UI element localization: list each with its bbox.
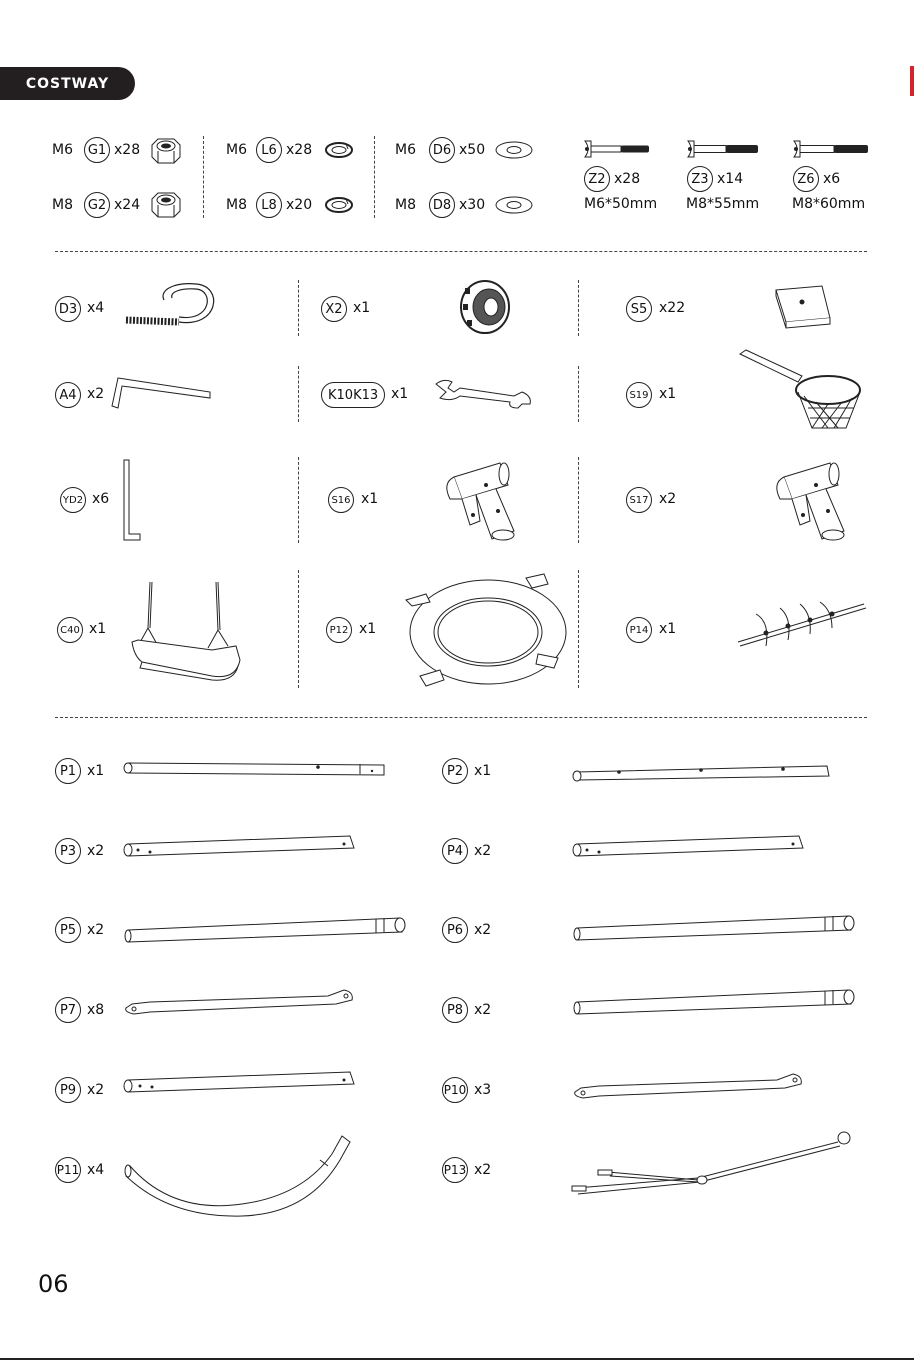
divider	[298, 570, 299, 688]
part-code-s19: S19	[626, 382, 652, 408]
part-code-d6: D6	[429, 137, 455, 163]
divider	[578, 280, 579, 336]
flat-washer-qty-d8: x30	[459, 197, 486, 213]
straight-tube-icon	[571, 762, 833, 782]
part-code-p1: P1	[55, 758, 81, 784]
bolt-dim-z6: M8*60mm	[792, 196, 866, 212]
lock-washer-size-m8: M8	[226, 197, 247, 213]
part-qty-c40: x1	[89, 621, 107, 637]
part-code-z2: Z2	[584, 166, 610, 192]
straight-tube-icon	[122, 834, 358, 860]
flat-washer-icon	[494, 195, 534, 215]
part-code-p7: P7	[55, 997, 81, 1023]
bolt-qty-z2: x28	[614, 171, 641, 187]
round-nut-icon	[455, 278, 515, 336]
brand-name: COSTWAY	[25, 75, 110, 92]
straight-tube-icon	[571, 910, 857, 942]
swing-seat-icon	[128, 580, 244, 684]
part-code-s5: S5	[626, 296, 652, 322]
part-code-a4: A4	[55, 382, 81, 408]
nut-qty-g2: x24	[114, 197, 141, 213]
divider	[298, 280, 299, 336]
part-code-k10k13: K10K13	[321, 382, 385, 408]
part-qty-k10k13: x1	[391, 386, 409, 402]
flat-washer-size-m8: M8	[395, 197, 416, 213]
lock-washer-qty-l6: x28	[286, 142, 313, 158]
bolt-qty-z3: x14	[717, 171, 744, 187]
pad-icon	[772, 282, 834, 332]
divider	[203, 136, 204, 218]
part-qty-p11: x4	[87, 1162, 105, 1178]
part-qty-p8: x2	[474, 1002, 492, 1018]
part-qty-p2: x1	[474, 763, 492, 779]
part-code-x2: X2	[321, 296, 347, 322]
bolt-icon	[686, 139, 762, 159]
part-qty-p13: x2	[474, 1162, 492, 1178]
bolt-dim-z2: M6*50mm	[584, 196, 658, 212]
straight-tube-icon	[571, 984, 857, 1016]
part-code-l6: L6	[256, 137, 282, 163]
part-code-d8: D8	[429, 192, 455, 218]
bottom-rule	[0, 1358, 914, 1360]
rope-ladder-icon	[736, 600, 868, 650]
part-qty-p10: x3	[474, 1082, 492, 1098]
part-qty-p3: x2	[87, 843, 105, 859]
part-code-p11: P11	[55, 1157, 81, 1183]
bolt-qty-z6: x6	[823, 171, 841, 187]
lock-washer-icon	[324, 196, 354, 214]
flat-washer-icon	[494, 140, 534, 160]
bolt-dim-z3: M8*55mm	[686, 196, 760, 212]
part-qty-yd2: x6	[92, 491, 110, 507]
part-code-p2: P2	[442, 758, 468, 784]
part-qty-p4: x2	[474, 843, 492, 859]
flat-end-tube-icon	[571, 1072, 807, 1102]
divider	[298, 366, 299, 422]
nut-size-m8: M8	[52, 197, 73, 213]
hex-nut-icon	[150, 137, 182, 165]
lock-washer-size-m6: M6	[226, 142, 247, 158]
divider	[374, 136, 375, 218]
hex-nut-icon	[150, 191, 182, 219]
part-qty-s19: x1	[659, 386, 677, 402]
eye-bolt-icon	[124, 280, 224, 330]
lock-washer-qty-l8: x20	[286, 197, 313, 213]
part-qty-a4: x2	[87, 386, 105, 402]
part-qty-p6: x2	[474, 922, 492, 938]
tube-connector-icon	[770, 455, 854, 547]
lock-washer-icon	[324, 141, 354, 159]
part-qty-p5: x2	[87, 922, 105, 938]
part-code-p12: P12	[326, 617, 352, 643]
part-code-s16: S16	[328, 487, 354, 513]
curved-tube-icon	[122, 1134, 352, 1210]
straight-tube-icon	[122, 1070, 358, 1098]
straight-tube-icon	[122, 760, 388, 778]
divider	[298, 457, 299, 543]
allen-key-icon	[110, 376, 214, 412]
nut-qty-g1: x28	[114, 142, 141, 158]
part-code-p14: P14	[626, 617, 652, 643]
tube-connector-icon	[440, 455, 524, 547]
flat-washer-qty-d6: x50	[459, 142, 486, 158]
flat-end-tube-icon	[122, 988, 358, 1018]
part-code-p9: P9	[55, 1077, 81, 1103]
section-divider	[55, 251, 867, 252]
brand-logo	[0, 67, 135, 100]
part-code-s17: S17	[626, 487, 652, 513]
part-qty-x2: x1	[353, 300, 371, 316]
part-code-l8: L8	[256, 192, 282, 218]
part-code-p3: P3	[55, 838, 81, 864]
rope-harness-icon	[568, 1128, 858, 1200]
part-code-g2: G2	[84, 192, 110, 218]
divider	[578, 366, 579, 422]
bolt-icon	[583, 139, 653, 159]
page-edge-marker	[910, 66, 914, 96]
part-qty-s17: x2	[659, 491, 677, 507]
small-allen-key-icon	[120, 458, 144, 544]
part-qty-p7: x8	[87, 1002, 105, 1018]
part-code-c40: C40	[57, 617, 83, 643]
part-code-z3: Z3	[687, 166, 713, 192]
divider	[578, 457, 579, 543]
part-qty-s5: x22	[659, 300, 686, 316]
part-qty-s16: x1	[361, 491, 379, 507]
part-code-p5: P5	[55, 917, 81, 943]
straight-tube-icon	[122, 912, 408, 944]
part-code-z6: Z6	[793, 166, 819, 192]
part-code-g1: G1	[84, 137, 110, 163]
part-qty-d3: x4	[87, 300, 105, 316]
part-code-p4: P4	[442, 838, 468, 864]
part-code-p6: P6	[442, 917, 468, 943]
part-code-d3: D3	[55, 296, 81, 322]
part-qty-p12: x1	[359, 621, 377, 637]
part-code-p13: P13	[442, 1157, 468, 1183]
part-code-p10: P10	[442, 1077, 468, 1103]
page-number: 06	[38, 1270, 69, 1298]
nut-size-m6: M6	[52, 142, 73, 158]
part-qty-p1: x1	[87, 763, 105, 779]
flat-washer-size-m6: M6	[395, 142, 416, 158]
section-divider	[55, 717, 867, 718]
straight-tube-icon	[571, 834, 807, 860]
bolt-icon	[792, 139, 870, 159]
part-qty-p9: x2	[87, 1082, 105, 1098]
divider	[578, 570, 579, 688]
basketball-hoop-icon	[738, 348, 868, 436]
ring-platform-icon	[404, 572, 568, 692]
part-code-p8: P8	[442, 997, 468, 1023]
wrench-icon	[434, 378, 534, 410]
part-code-yd2: YD2	[60, 487, 86, 513]
part-qty-p14: x1	[659, 621, 677, 637]
